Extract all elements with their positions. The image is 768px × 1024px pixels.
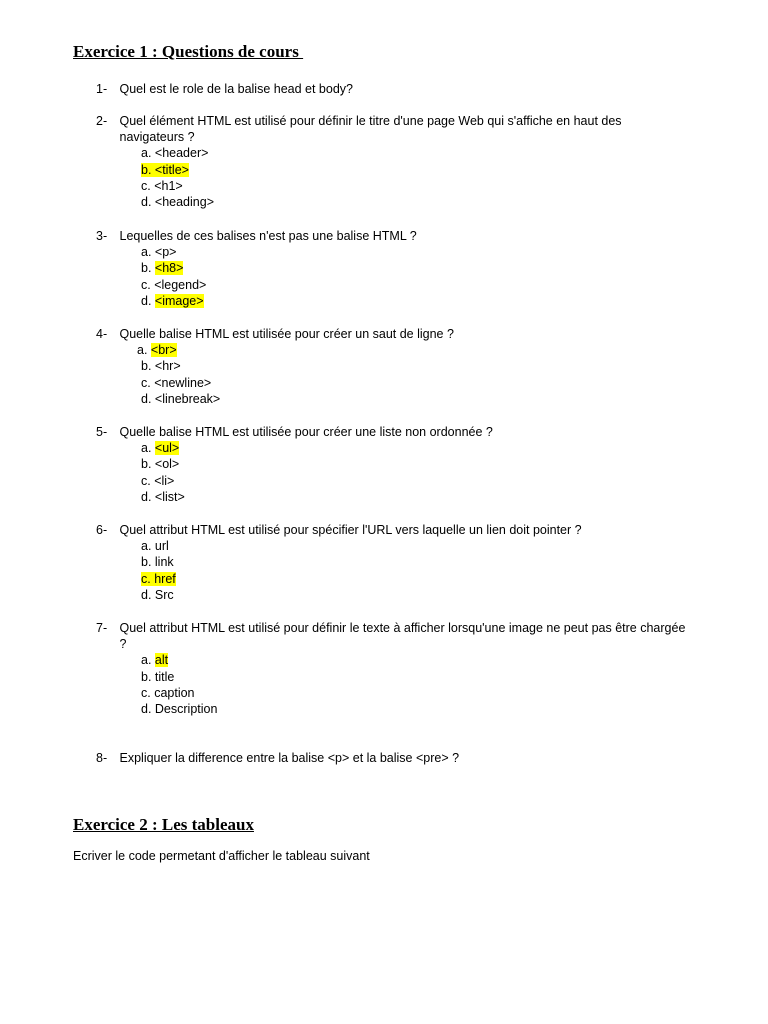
- option-a: a. <ul>: [141, 441, 180, 456]
- highlighted-answer: alt: [154, 653, 169, 668]
- option-a: a. <br>: [137, 343, 177, 358]
- option-b: [141, 162, 686, 178]
- option-a: a. alt: [141, 653, 169, 668]
- question-number: 1-: [96, 82, 108, 96]
- exercise-1-title: Exercice 1 : Questions de cours: [73, 42, 304, 61]
- answer-options: [141, 538, 686, 603]
- question-text: Quelle balise HTML est utilisée pour créer une liste non ordonnée ?: [119, 425, 493, 439]
- option-a: a. url: [141, 539, 169, 554]
- question-8: [96, 750, 686, 766]
- question-number: 5-: [96, 425, 108, 439]
- option-c: [141, 571, 686, 587]
- option-d: d. Description: [141, 702, 218, 717]
- question-text: Quel est le role de la balise head et body?: [119, 82, 353, 96]
- question-3: [96, 228, 686, 309]
- option-d: d. <list>: [141, 489, 185, 504]
- answer-options: [141, 145, 686, 210]
- question-7: [96, 620, 686, 717]
- option-d: d. <heading>: [141, 195, 214, 210]
- question-1: [96, 81, 686, 97]
- question-text: Lequelles de ces balises n'est pas une balise HTML ?: [119, 229, 417, 243]
- option-c: c. <li>: [141, 473, 175, 488]
- question-number: 3-: [96, 229, 108, 243]
- option-b: b. link: [141, 555, 174, 570]
- highlighted-answer: c. href: [141, 571, 176, 586]
- option-c: c. <h1>: [141, 178, 183, 193]
- option-b: b. <hr>: [141, 359, 181, 374]
- question-number: 7-: [96, 621, 108, 635]
- highlighted-answer: <image>: [154, 293, 204, 308]
- option-a: a. <p>: [141, 245, 177, 260]
- option-c: c. caption: [141, 685, 195, 700]
- highlighted-answer: b. <title>: [141, 162, 189, 177]
- answer-options: [141, 440, 686, 505]
- answer-options: [141, 244, 686, 309]
- question-text: Quel attribut HTML est utilisé pour spécifier l'URL vers laquelle un lien doit pointer ?: [119, 523, 582, 537]
- option-b: b. <ol>: [141, 457, 180, 472]
- option-d: d. Src: [141, 587, 174, 602]
- question-number: 6-: [96, 523, 108, 537]
- question-number: 2-: [96, 114, 108, 128]
- answer-options: [141, 652, 686, 717]
- question-4: [96, 326, 686, 407]
- question-5: [96, 424, 686, 505]
- question-6: [96, 522, 686, 603]
- option-d: d. <image>: [141, 293, 204, 308]
- highlighted-answer: <br>: [150, 343, 177, 358]
- question-number: 4-: [96, 327, 108, 341]
- highlighted-answer: <ul>: [154, 441, 180, 456]
- option-d: d. <linebreak>: [141, 391, 221, 406]
- answer-options: [137, 342, 686, 407]
- question-text: Quel attribut HTML est utilisé pour définir le texte à afficher lorsqu'une image ne peut pas être chargée ?: [119, 621, 686, 652]
- question-text: Quel élément HTML est utilisé pour définir le titre d'une page Web qui s'affiche en haut des navigateurs ?: [119, 114, 622, 145]
- option-b: b. <h8>: [141, 261, 184, 276]
- option-b: b. title: [141, 669, 175, 684]
- exercise-2-title: Exercice 2 : Les tableaux: [73, 815, 254, 834]
- option-c: c. <newline>: [141, 375, 212, 390]
- exercise-2-instruction: Ecriver le code permetant d'afficher le tableau suivant: [73, 849, 370, 863]
- question-text: Quelle balise HTML est utilisée pour créer un saut de ligne ?: [119, 327, 454, 341]
- option-a: a. <header>: [141, 146, 209, 161]
- question-text: Expliquer la difference entre la balise <p> et la balise <pre> ?: [119, 751, 460, 765]
- question-2: [96, 113, 686, 210]
- question-number: 8-: [96, 751, 108, 765]
- highlighted-answer: <h8>: [154, 261, 184, 276]
- option-c: c. <legend>: [141, 277, 207, 292]
